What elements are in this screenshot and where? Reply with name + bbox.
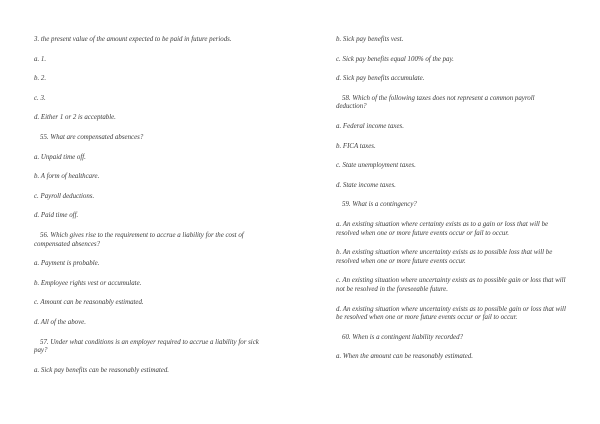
answer-option: c. An existing situation where uncertainty exists as to possible gain or loss that will not be resolved in the foreseeable future. xyxy=(336,277,566,293)
answer-option: d. Sick pay benefits accumulate. xyxy=(336,75,425,83)
answer-option: a. Unpaid time off. xyxy=(34,153,86,161)
answer-option: c. Amount can be reasonably estimated. xyxy=(34,299,144,307)
answer-option: c. Sick pay benefits equal 100% of the pay. xyxy=(336,55,454,63)
question-text: 58. Which of the following taxes does not represent a common payroll deduction? xyxy=(336,94,535,111)
answer-option: c. 3. xyxy=(34,94,46,102)
answer-option: b. 2. xyxy=(34,75,47,83)
answer-option: d. Either 1 or 2 is acceptable. xyxy=(34,114,116,122)
question-text: 55. What are compensated absences? xyxy=(40,133,144,141)
answer-option: a. Sick pay benefits can be reasonably estimated. xyxy=(34,366,170,374)
right-column xyxy=(336,36,566,373)
question-text: 56. Which gives rise to the requirement to accrue a liability for the cost of compensated absences? xyxy=(34,231,244,248)
continued-text: 3. the present value of the amount expected to be paid in future periods. xyxy=(34,36,232,43)
answer-option: a. Federal income taxes. xyxy=(336,122,404,130)
answer-option: b. FICA taxes. xyxy=(336,142,376,150)
answer-option: a. An existing situation where certainty exists as to a gain or loss that will be resolved when one or more future events occur or fail to occur. xyxy=(336,220,549,237)
answer-option: a. When the amount can be reasonably estimated. xyxy=(336,353,473,361)
answer-option: b. Sick pay benefits vest. xyxy=(336,36,404,43)
answer-option: d. All of the above. xyxy=(34,318,86,326)
answer-option: b. Employee rights vest or accumulate. xyxy=(34,279,142,287)
answer-option: a. Payment is probable. xyxy=(34,260,100,268)
question-text: 60. When is a contingent liability recorded? xyxy=(342,333,464,341)
question-text: 57. Under what conditions is an employer required to accrue a liability for sick pay? xyxy=(34,338,259,355)
answer-option: b. A form of healthcare. xyxy=(34,173,100,181)
answer-option: c. Payroll deductions. xyxy=(34,192,95,200)
answer-option: c. State unemployment taxes. xyxy=(336,162,416,170)
answer-option: d. An existing situation where uncertainty exists as to possible gain or loss that will be resolved when one or more future events occur or fail to occur. xyxy=(336,305,566,322)
answer-option: d. State income taxes. xyxy=(336,181,396,189)
answer-option: d. Paid time off. xyxy=(34,212,79,220)
left-column xyxy=(34,36,266,386)
answer-option: b. An existing situation where uncertainty exists as to possible loss that will be resolved when one or more future events occur. xyxy=(336,249,553,265)
question-text: 59. What is a contingency? xyxy=(342,201,417,209)
answer-option: a. 1. xyxy=(34,55,47,63)
